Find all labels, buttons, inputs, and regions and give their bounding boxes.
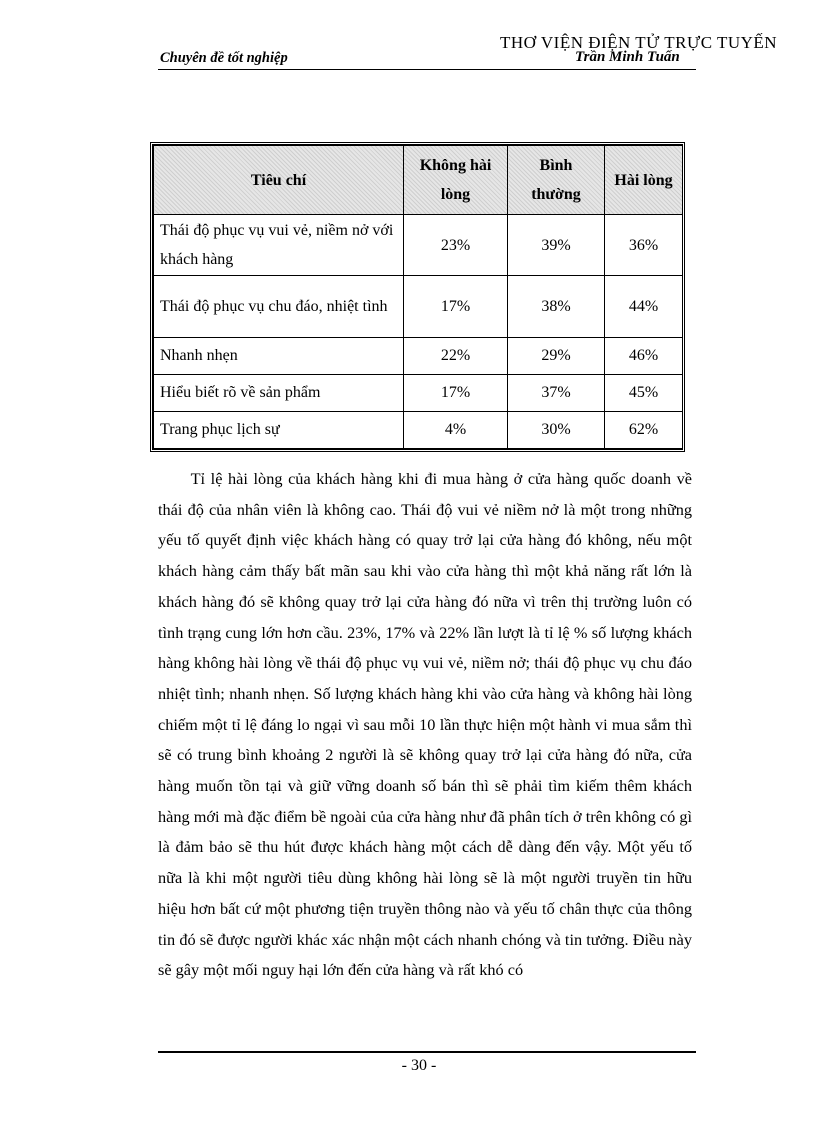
table-row (154, 411, 683, 448)
satisfaction-table (153, 145, 683, 449)
satisfied-cell: 46% (605, 337, 683, 374)
body-paragraph: Tỉ lệ hài lòng của khách hàng khi đi mua hàng ở cửa hàng quốc doanh về thái độ của nhân viên là không cao. Thái độ vui vẻ niềm nở là một trong những yếu tố quyết định việc khách hàng có quay trở lại cửa hàng đó không, nếu một khách hàng cảm thấy bất mãn sau khi vào cửa hàng thì một khả năng rất lớn là khách hàng đó sẽ không quay trở lại cửa hàng đó nữa vì trên thị trường luôn có tình trạng cung lớn hơn cầu. 23%, 17% và 22% lần lượt là tỉ lệ % số lượng khách hàng không hài lòng về thái độ phục vụ vui vẻ, niềm nở; thái độ phục vụ chu đáo nhiệt tình; nhanh nhẹn. Số lượng khách hàng khi vào cửa hàng và không hài lòng chiếm một tỉ lệ đáng lo ngại vì sau mỗi 10 lần thực hiện một hành vi mua sắm thì sẽ có trung bình khoảng 2 người là sẽ không quay trở lại cửa hàng đó nữa, cửa hàng muốn tồn tại và giữ vững doanh số bán thì sẽ phải tìm kiếm thêm khách hàng mới mà đặc điểm bề ngoài của cửa hàng như đã phân tích ở trên không có gì là đảm bảo sẽ thu hút được khách hàng một cách dễ dàng đến vậy. Một yếu tố nữa là khi một người tiêu dùng không hài lòng sẽ là một người truyền tin hữu hiệu hơn bất cứ một phương tiện truyền thông nào và yếu tố chân thực của thông tin đó sẽ được người khác xác nhận một cách nhanh chóng và tin tưởng. Điều này sẽ gây một mối nguy hại lớn đến cửa hàng và rất khó có (158, 469, 692, 980)
table-row (154, 276, 683, 337)
watermark-text: THƠ VIỆN ĐIỆN TỬ TRỰC TUYẾN (500, 33, 778, 52)
header-rule (158, 69, 696, 70)
satisfaction-table-frame (150, 142, 685, 452)
criterion-cell: Hiểu biết rõ về sản phẩm (154, 374, 404, 411)
table-header-row (154, 146, 683, 215)
header-title: Chuyên đề tốt nghiệp (160, 50, 288, 66)
footer-rule (158, 1051, 696, 1053)
not-satisfied-cell: 4% (404, 411, 508, 448)
column-header-satisfied: Hài lòng (605, 146, 683, 215)
normal-cell: 29% (508, 337, 605, 374)
normal-cell: 37% (508, 374, 605, 411)
page-number: - 30 - (401, 1057, 437, 1074)
column-header-criterion: Tiêu chí (154, 146, 404, 215)
criterion-cell: Trang phục lịch sự (154, 411, 404, 448)
satisfied-cell: 36% (605, 215, 683, 276)
criterion-cell: Nhanh nhẹn (154, 337, 404, 374)
not-satisfied-cell: 17% (404, 374, 508, 411)
column-header-not-satisfied: Không hài lòng (404, 146, 508, 215)
table-row (154, 374, 683, 411)
satisfied-cell: 44% (605, 276, 683, 337)
normal-cell: 39% (508, 215, 605, 276)
not-satisfied-cell: 23% (404, 215, 508, 276)
body-text (158, 464, 692, 986)
column-header-normal: Bình thường (508, 146, 605, 215)
table-row (154, 337, 683, 374)
normal-cell: 30% (508, 411, 605, 448)
table-row (154, 215, 683, 276)
criterion-cell: Thái độ phục vụ chu đáo, nhiệt tình (154, 276, 404, 337)
not-satisfied-cell: 22% (404, 337, 508, 374)
satisfied-cell: 45% (605, 374, 683, 411)
satisfied-cell: 62% (605, 411, 683, 448)
criterion-cell: Thái độ phục vụ vui vẻ, niềm nở với khách hàng (154, 215, 404, 276)
not-satisfied-cell: 17% (404, 276, 508, 337)
normal-cell: 38% (508, 276, 605, 337)
header-author: Trần Minh Tuấn (575, 49, 680, 65)
